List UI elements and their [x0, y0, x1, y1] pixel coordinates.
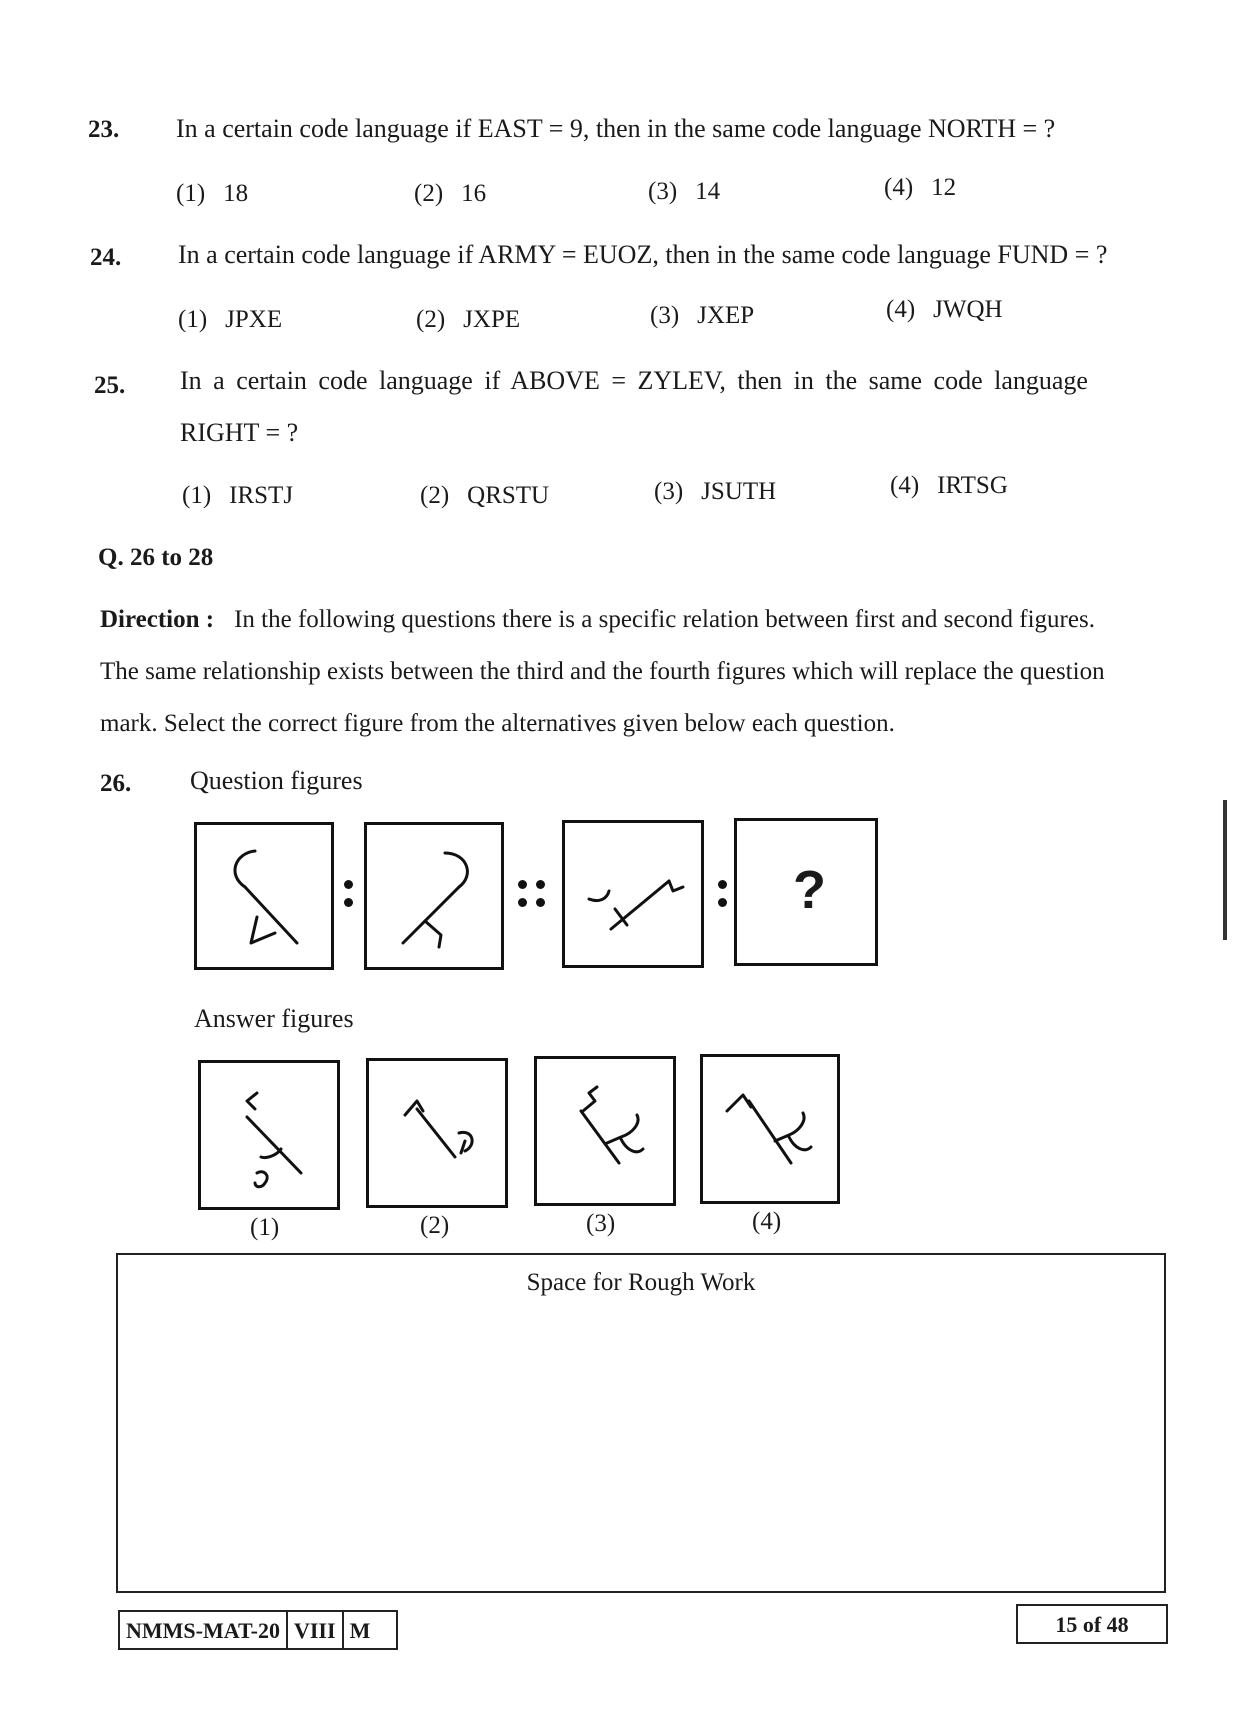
rough-work-title: Space for Rough Work	[526, 1269, 756, 1296]
answer-figure-4-drawing	[703, 1057, 843, 1207]
paper-code	[118, 1610, 398, 1650]
option-number: (1)	[182, 482, 212, 509]
option-number: (2)	[414, 180, 444, 207]
option-number: (3)	[650, 302, 680, 329]
option-number: (2)	[416, 306, 446, 333]
question-23-option-2[interactable]	[414, 180, 486, 208]
answer-figure-2[interactable]	[366, 1058, 508, 1208]
option-number: (4)	[890, 472, 920, 499]
answer-label-4: (4)	[752, 1208, 782, 1235]
question-figure-4-unknown	[734, 818, 878, 966]
answer-label-2: (2)	[420, 1212, 450, 1239]
question-25-number: 25.	[94, 372, 126, 399]
paper-code-class: VIII	[288, 1612, 344, 1648]
option-text: 16	[461, 180, 487, 207]
direction-line-2: The same relationship exists between the third and the fourth figures which will replace the question	[100, 658, 1105, 685]
option-number: (4)	[884, 174, 914, 201]
answer-figure-1-drawing	[201, 1063, 343, 1213]
option-text: 14	[695, 178, 721, 205]
question-25-option-4[interactable]	[890, 472, 1008, 500]
question-figures-label: Question figures	[190, 766, 363, 795]
answer-figure-2-drawing	[369, 1061, 511, 1211]
option-text: IRTSG	[937, 472, 1008, 499]
answer-label-3: (3)	[586, 1210, 616, 1237]
scan-edge-mark	[1223, 800, 1227, 940]
option-text: QRSTU	[467, 482, 550, 509]
option-number: (1)	[178, 306, 208, 333]
question-25-text-line1: In a certain code language if ABOVE = ZYLEV, then in the same code language	[180, 366, 1088, 395]
question-24-option-2[interactable]	[416, 306, 520, 334]
paper-code-name: NMMS-MAT-20	[120, 1612, 288, 1648]
option-text: JXEP	[697, 302, 755, 329]
option-text: JXPE	[463, 306, 521, 333]
question-24-option-1[interactable]	[178, 306, 282, 334]
question-24-option-3[interactable]	[650, 302, 754, 330]
question-24-option-4[interactable]	[886, 296, 1003, 324]
question-mark: ?	[793, 860, 826, 920]
option-number: (2)	[420, 482, 450, 509]
question-figure-2	[364, 822, 504, 970]
option-number: (4)	[886, 296, 916, 323]
question-figure-3-drawing	[565, 823, 707, 971]
question-figure-1-drawing	[197, 825, 337, 973]
answer-label-1: (1)	[250, 1214, 280, 1241]
rough-work-area[interactable]	[116, 1253, 1166, 1593]
section-range: Q. 26 to 28	[98, 544, 214, 571]
option-number: (3)	[654, 478, 684, 505]
answer-figure-4[interactable]	[700, 1054, 840, 1204]
option-text: JWQH	[933, 296, 1003, 323]
question-25-option-2[interactable]	[420, 482, 549, 510]
option-text: 18	[223, 180, 249, 207]
answer-figure-1[interactable]	[198, 1060, 340, 1210]
question-23-option-1[interactable]	[176, 180, 248, 208]
answer-figure-3[interactable]	[534, 1056, 676, 1206]
question-25-option-1[interactable]	[182, 482, 293, 510]
question-23-option-4[interactable]	[884, 174, 956, 202]
answer-figures-label: Answer figures	[194, 1004, 354, 1033]
question-25-option-3[interactable]	[654, 478, 776, 506]
question-26-number: 26.	[100, 770, 132, 797]
direction-text-1: In the following questions there is a specific relation between first and second figures.	[234, 606, 1095, 633]
option-text: JSUTH	[701, 478, 777, 505]
question-23-option-3[interactable]	[648, 178, 720, 206]
direction-line-1	[100, 594, 1095, 646]
option-number: (3)	[648, 178, 678, 205]
option-text: 12	[931, 174, 957, 201]
page-number: 15 of 48	[1016, 1604, 1168, 1644]
option-number: (1)	[176, 180, 206, 207]
question-figure-2-drawing	[367, 825, 507, 973]
question-23-number: 23.	[88, 116, 120, 143]
direction-label: Direction :	[100, 606, 215, 633]
question-figure-3	[562, 820, 704, 968]
question-24-number: 24.	[90, 244, 122, 271]
option-text: IRSTJ	[229, 482, 294, 509]
question-23-text: In a certain code language if EAST = 9, then in the same code language NORTH = ?	[176, 114, 1056, 143]
question-24-text: In a certain code language if ARMY = EUOZ, then in the same code language FUND = ?	[178, 240, 1108, 269]
answer-figure-3-drawing	[537, 1059, 679, 1209]
paper-code-medium: M	[349, 1618, 371, 1643]
question-figure-1	[194, 822, 334, 970]
question-25-text-line2: RIGHT = ?	[180, 418, 299, 447]
option-text: JPXE	[225, 306, 283, 333]
direction-line-3: mark. Select the correct figure from the alternatives given below each question.	[100, 710, 895, 737]
